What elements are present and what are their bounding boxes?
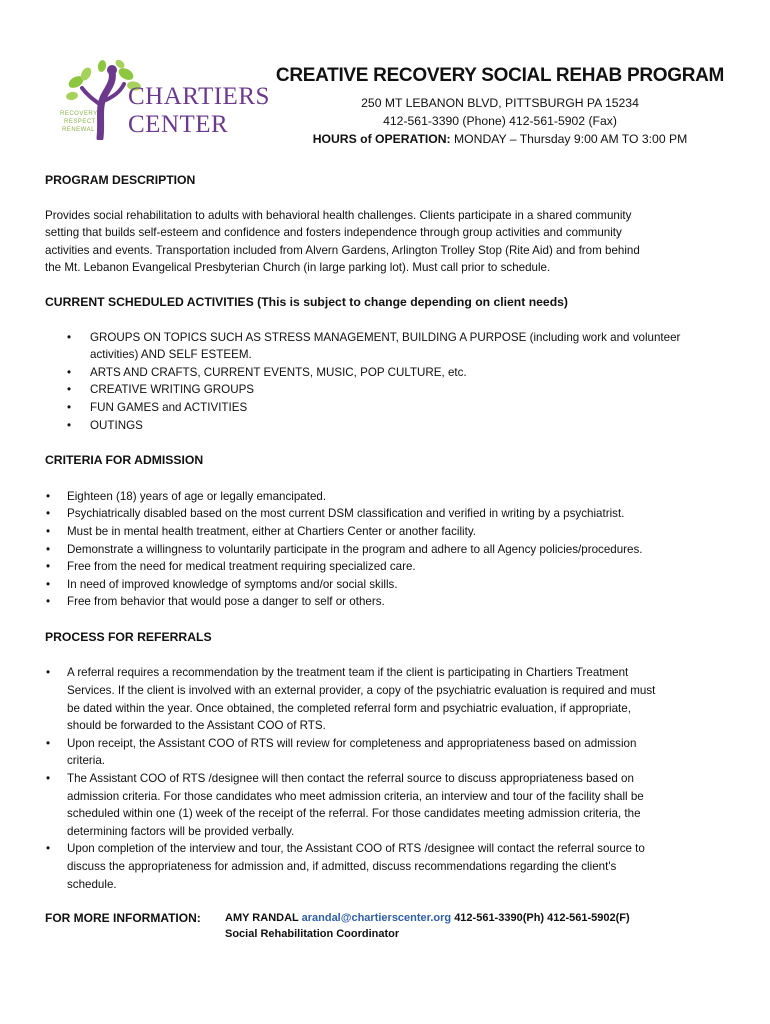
bullet-icon: • (67, 383, 72, 397)
list-item-line: GROUPS ON TOPICS SUCH AS STRESS MANAGEMENT, BUILDING A PURPOSE (including work and volunteer (90, 330, 681, 344)
list-item (45, 664, 727, 734)
list-item-line: Free from behavior that would pose a danger to self or others. (67, 595, 385, 609)
bullet-icon: • (46, 524, 51, 538)
hours-of-operation (270, 130, 730, 148)
bullet-icon: • (46, 666, 51, 680)
logo-tagline-1: RECOVERY (60, 111, 98, 117)
list-item (45, 840, 727, 893)
bullet-icon: • (67, 330, 72, 344)
bullet-icon: • (46, 842, 51, 856)
contact-label: FOR MORE INFORMATION: (45, 911, 201, 926)
contact-phones: 412-561-3390(Ph) 412-561-5902(F) (454, 912, 630, 925)
leaf (65, 91, 78, 101)
list-item-line: A referral requires a recommendation by the treatment team if the client is participating in Chartiers Treatment (67, 666, 629, 680)
list-item-line: Free from the need for medical treatment requiring specialized care. (67, 560, 416, 574)
contact-info (45, 910, 727, 942)
list-item-line: ARTS AND CRAFTS, CURRENT EVENTS, MUSIC, POP CULTURE, etc. (90, 365, 467, 379)
list-item (45, 576, 727, 594)
program-description (45, 207, 727, 277)
list-item-line: In need of improved knowledge of symptoms and/or social skills. (67, 577, 398, 591)
leaf (97, 60, 107, 73)
list-item-line: should be forwarded to the Assistant COO of RTS. (67, 719, 326, 733)
list-item (45, 523, 727, 541)
document-header (270, 65, 730, 148)
list-item (45, 770, 727, 840)
hours-value: MONDAY – Thursday 9:00 AM TO 3:00 PM (454, 132, 688, 146)
criteria-heading: CRITERIA FOR ADMISSION (45, 453, 204, 468)
list-item-line: FUN GAMES and ACTIVITIES (90, 400, 248, 414)
bullet-icon: • (46, 560, 51, 574)
contact-name: AMY RANDAL (225, 912, 299, 925)
list-item-line: OUTINGS (90, 418, 143, 432)
list-item-line: CREATIVE WRITING GROUPS (90, 383, 255, 397)
logo-name-line1: CHARTIERS (128, 83, 270, 110)
bullet-icon: • (46, 489, 51, 503)
contact-email-link[interactable]: arandal@chartierscenter.org (301, 912, 452, 925)
list-item-line: Upon completion of the interview and tour, the Assistant COO of RTS /designee will contact the referral source to (67, 842, 645, 856)
bullet-icon: • (46, 507, 51, 521)
bullet-icon: • (46, 595, 51, 609)
list-item (45, 558, 727, 576)
list-item-line: schedule. (67, 877, 117, 891)
hours-label: HOURS of OPERATION: (312, 132, 451, 146)
activities-list (45, 329, 727, 435)
list-item (45, 735, 727, 770)
list-item (45, 417, 727, 435)
logo-graphic (58, 60, 273, 140)
list-item-line: Upon receipt, the Assistant COO of RTS will review for completeness and appropriateness based on admission (67, 736, 637, 750)
logo-tagline-2: RESPECT (64, 119, 96, 125)
chartiers-center-logo (58, 60, 273, 140)
bullet-icon: • (46, 577, 51, 591)
description-line: the Mt. Lebanon Evangelical Presbyterian Church (in large parking lot). Must call prior to schedule. (45, 261, 551, 275)
list-item-line: determining factors will be provided verbally. (67, 824, 295, 838)
list-item (45, 593, 727, 611)
list-item-line: activities) AND SELF ESTEEM. (90, 348, 252, 362)
tree-head (107, 65, 117, 75)
bullet-icon: • (67, 418, 72, 432)
list-item-line: scheduled within one (1) week of the receipt of the referral. For those candidates meeting admission criteria, the (67, 807, 641, 821)
list-item (45, 364, 727, 382)
contact-role: Social Rehabilitation Coordinator (225, 928, 400, 941)
address: 250 MT LEBANON BLVD, PITTSBURGH PA 15234 (361, 96, 639, 110)
list-item (45, 329, 727, 364)
program-title: CREATIVE RECOVERY SOCIAL REHAB PROGRAM (275, 65, 725, 86)
list-item (45, 505, 727, 523)
phone-fax: 412-561-3390 (Phone) 412-561-5902 (Fax) (383, 114, 617, 128)
description-line: activities and events. Transportation included from Alvern Gardens, Arlington Trolley Stop (Rite Aid) and from behind (45, 243, 640, 257)
leaf (117, 66, 136, 83)
program-description-heading: PROGRAM DESCRIPTION (45, 173, 196, 187)
list-item-line: Must be in mental health treatment, either at Chartiers Center or another facility. (67, 524, 476, 538)
contact-details (225, 910, 727, 926)
bullet-icon: • (46, 772, 51, 786)
list-item (45, 399, 727, 417)
bullet-icon: • (67, 365, 72, 379)
document-body (45, 172, 727, 942)
list-item-line: criteria. (67, 754, 106, 768)
list-item-line: Psychiatrically disabled based on the most current DSM classification and verified in writing by a psychiatrist. (67, 507, 625, 521)
criteria-list (45, 488, 727, 611)
list-item (45, 541, 727, 559)
logo-name-line2: CENTER (128, 111, 229, 138)
list-item-line: admission criteria. For those candidates who meet admission criteria, an interview and tour of the facility shall be (67, 789, 644, 803)
list-item (45, 381, 727, 399)
referrals-heading: PROCESS FOR REFERRALS (45, 629, 212, 644)
list-item-line: Services. If the client is involved with an external provider, a copy of the psychiatric evaluation is required and must (67, 684, 656, 698)
list-item (45, 488, 727, 506)
list-item-line: be dated within the year. Once obtained, the completed referral form and psychiatric evaluation, if appropriate, (67, 701, 631, 715)
list-item-line: Demonstrate a willingness to voluntarily participate in the program and adhere to all Agency policies/procedures. (67, 542, 643, 556)
logo-tagline-3: RENEWAL (62, 127, 95, 133)
bullet-icon: • (46, 736, 51, 750)
list-item-line: discuss the appropriateness for admission and, if admitted, discuss recommendations regarding the client's (67, 860, 617, 873)
activities-heading: CURRENT SCHEDULED ACTIVITIES (This is subject to change depending on client needs) (45, 294, 568, 309)
list-item-line: The Assistant COO of RTS /designee will then contact the referral source to discuss appropriateness based on (67, 772, 634, 786)
bullet-icon: • (67, 400, 72, 414)
list-item-line: Eighteen (18) years of age or legally emancipated. (67, 489, 327, 503)
referrals-list (45, 664, 727, 893)
description-line: setting that builds self-esteem and confidence and fosters independence through group activities and community (45, 226, 622, 240)
bullet-icon: • (46, 542, 51, 556)
tree-branch-left (82, 88, 102, 106)
description-line: Provides social rehabilitation to adults with behavioral health challenges. Clients participate in a shared community (45, 208, 632, 222)
